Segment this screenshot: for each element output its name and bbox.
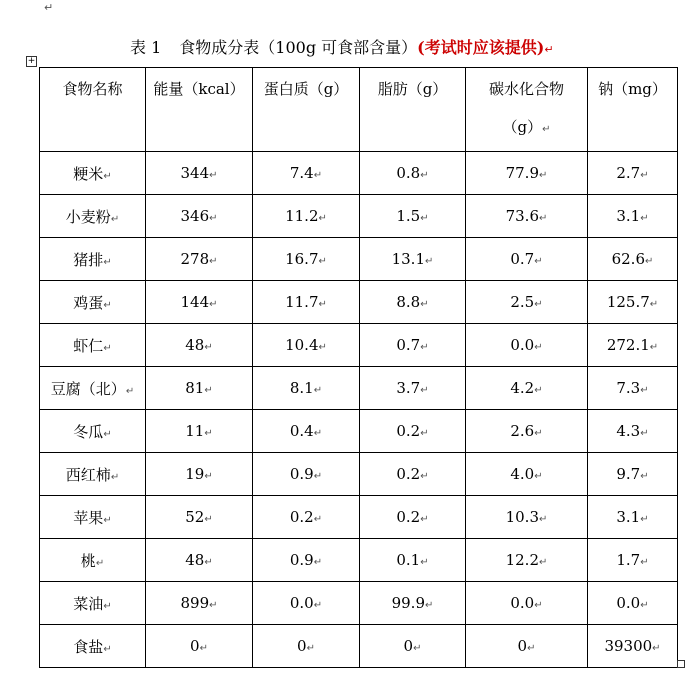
paragraph-mark-icon: ↵ xyxy=(103,514,112,526)
paragraph-mark-icon: ↵ xyxy=(103,299,112,311)
table-row xyxy=(40,539,678,582)
table-cell: 272.1↵ xyxy=(588,324,678,367)
paragraph-mark-icon: ↵ xyxy=(103,256,112,268)
paragraph-mark-icon: ↵ xyxy=(209,299,218,310)
table-cell: 344↵ xyxy=(146,152,253,195)
table-row xyxy=(40,410,678,453)
table-cell: 1.5↵ xyxy=(360,195,466,238)
paragraph-mark-icon: ↵ xyxy=(103,342,112,354)
paragraph-mark-icon: ↵ xyxy=(209,213,218,224)
paragraph-mark-icon: ↵ xyxy=(204,428,213,439)
table-cell: 0.0↵ xyxy=(588,582,678,625)
paragraph-mark-icon: ↵ xyxy=(640,170,649,181)
paragraph-mark-icon: ↵ xyxy=(413,643,422,654)
paragraph-mark-icon: ↵ xyxy=(313,557,323,568)
paragraph-mark-icon: ↵ xyxy=(425,600,434,611)
column-header: 蛋白质（g） xyxy=(253,68,360,152)
table-cell: 2.7↵ xyxy=(588,152,678,195)
table-cell: 144↵ xyxy=(146,281,253,324)
paragraph-mark-icon: ↵ xyxy=(534,600,543,611)
paragraph-mark-icon: ↵ xyxy=(209,256,218,267)
paragraph-mark-icon: ↵ xyxy=(640,471,649,482)
paragraph-mark-icon: ↵ xyxy=(199,643,208,654)
table-cell: 3.1↵ xyxy=(588,195,678,238)
paragraph-mark-icon: ↵ xyxy=(534,342,543,353)
table-cell: 125.7↵ xyxy=(588,281,678,324)
paragraph-mark-icon: ↵ xyxy=(209,170,218,181)
paragraph-mark-icon: ↵ xyxy=(204,471,213,482)
table-cell: 0.1↵ xyxy=(360,539,466,582)
column-header: 碳水化合物 （g）↵ xyxy=(466,68,588,152)
table-cell: 3.7↵ xyxy=(360,367,466,410)
table-row xyxy=(40,195,678,238)
paragraph-mark-icon: ↵ xyxy=(539,213,548,224)
table-cell: 0.0↵ xyxy=(466,324,588,367)
table-caption xyxy=(0,37,697,61)
table-cell: 0.7↵ xyxy=(360,324,466,367)
paragraph-mark-icon: ↵ xyxy=(645,256,654,267)
table-cell: 12.2↵ xyxy=(466,539,588,582)
food-composition-table xyxy=(39,67,678,668)
paragraph-mark-icon: ↵ xyxy=(534,428,543,439)
paragraph-mark-icon: ↵ xyxy=(640,428,649,439)
food-name-cell: 鸡蛋↵ xyxy=(40,281,146,324)
paragraph-mark-icon: ↵ xyxy=(318,299,327,310)
paragraph-mark-icon: ↵ xyxy=(539,170,548,181)
table-cell: 10.4↵ xyxy=(253,324,360,367)
table-cell: 13.1↵ xyxy=(360,238,466,281)
food-name-cell: 食盐↵ xyxy=(40,625,146,668)
paragraph-mark-icon: ↵ xyxy=(125,385,135,397)
paragraph-mark-icon: ↵ xyxy=(652,643,661,654)
paragraph-mark-icon: ↵ xyxy=(542,124,551,135)
table-row xyxy=(40,453,678,496)
table-cell: 2.5↵ xyxy=(466,281,588,324)
food-name-cell: 粳米↵ xyxy=(40,152,146,195)
table-row xyxy=(40,281,678,324)
paragraph-mark-icon: ↵ xyxy=(103,428,112,440)
paragraph-mark-icon: ↵ xyxy=(313,385,323,396)
table-cell: 278↵ xyxy=(146,238,253,281)
table-cell: 0↵ xyxy=(146,625,253,668)
caption-label: 表 1 xyxy=(130,38,162,57)
table-cell: 0.8↵ xyxy=(360,152,466,195)
table-cell: 48↵ xyxy=(146,324,253,367)
paragraph-mark-icon: ↵ xyxy=(420,299,429,310)
paragraph-mark-icon: ↵ xyxy=(44,1,54,14)
table-cell: 0.2↵ xyxy=(360,453,466,496)
table-cell: 4.3↵ xyxy=(588,410,678,453)
paragraph-mark-icon: ↵ xyxy=(539,557,548,568)
caption-note: (考试时应该提供) xyxy=(417,38,545,57)
paragraph-mark-icon: ↵ xyxy=(527,643,536,654)
paragraph-mark-icon: ↵ xyxy=(209,600,218,611)
paragraph-mark-icon: ↵ xyxy=(640,557,649,568)
table-cell: 0.2↵ xyxy=(360,410,466,453)
table-cell: 0↵ xyxy=(253,625,360,668)
paragraph-mark-icon: ↵ xyxy=(103,600,112,612)
table-cell: 52↵ xyxy=(146,496,253,539)
table-cell: 0↵ xyxy=(466,625,588,668)
table-cell: 10.3↵ xyxy=(466,496,588,539)
food-name-cell: 小麦粉↵ xyxy=(40,195,146,238)
table-row xyxy=(40,324,678,367)
food-name-cell: 桃↵ xyxy=(40,539,146,582)
column-header: 脂肪（g） xyxy=(360,68,466,152)
table-row xyxy=(40,152,678,195)
paragraph-mark-icon: ↵ xyxy=(640,600,649,611)
table-cell: 3.1↵ xyxy=(588,496,678,539)
table-cell: 0↵ xyxy=(360,625,466,668)
table-row xyxy=(40,496,678,539)
paragraph-mark-icon: ↵ xyxy=(204,557,213,568)
table-row xyxy=(40,238,678,281)
paragraph-mark-icon: ↵ xyxy=(420,428,429,439)
table-row xyxy=(40,625,678,668)
table-cell: 7.3↵ xyxy=(588,367,678,410)
table-cell: 11.2↵ xyxy=(253,195,360,238)
paragraph-mark-icon: ↵ xyxy=(420,342,429,353)
paragraph-mark-icon: ↵ xyxy=(649,299,659,310)
table-cell: 8.8↵ xyxy=(360,281,466,324)
table-cell: 4.0↵ xyxy=(466,453,588,496)
table-cell: 62.6↵ xyxy=(588,238,678,281)
paragraph-mark-icon: ↵ xyxy=(306,643,315,654)
caption-title: 食物成分表（100g 可食部含量） xyxy=(179,38,418,57)
table-move-handle-icon[interactable]: + xyxy=(27,56,36,66)
paragraph-mark-icon: ↵ xyxy=(534,256,543,267)
table-cell: 0.9↵ xyxy=(253,453,360,496)
table-cell: 39300↵ xyxy=(588,625,678,668)
paragraph-mark-icon: ↵ xyxy=(204,514,213,525)
table-cell: 4.2↵ xyxy=(466,367,588,410)
table-cell: 0.0↵ xyxy=(466,582,588,625)
table-cell: 346↵ xyxy=(146,195,253,238)
table-row xyxy=(40,367,678,410)
table-cell: 1.7↵ xyxy=(588,539,678,582)
paragraph-mark-icon: ↵ xyxy=(420,557,429,568)
table-resize-handle-icon[interactable] xyxy=(677,660,685,668)
column-header: 能量（kcal） xyxy=(146,68,253,152)
table-cell: 0.4↵ xyxy=(253,410,360,453)
table-cell: 8.1↵ xyxy=(253,367,360,410)
food-name-cell: 苹果↵ xyxy=(40,496,146,539)
table-cell: 2.6↵ xyxy=(466,410,588,453)
table-cell: 19↵ xyxy=(146,453,253,496)
table-cell: 0.2↵ xyxy=(360,496,466,539)
paragraph-mark-icon: ↵ xyxy=(313,514,323,525)
table-cell: 0.2↵ xyxy=(253,496,360,539)
paragraph-mark-icon: ↵ xyxy=(420,170,429,181)
table-cell: 73.6↵ xyxy=(466,195,588,238)
column-header: 食物名称 xyxy=(40,68,146,152)
paragraph-mark-icon: ↵ xyxy=(539,514,548,525)
paragraph-mark-icon: ↵ xyxy=(313,600,323,611)
food-name-cell: 豆腐（北）↵ xyxy=(40,367,146,410)
paragraph-mark-icon: ↵ xyxy=(95,557,105,569)
table-header-row xyxy=(40,68,678,152)
paragraph-mark-icon: ↵ xyxy=(640,213,649,224)
paragraph-mark-icon: ↵ xyxy=(204,342,213,353)
table-cell: 9.7↵ xyxy=(588,453,678,496)
table-cell: 0.7↵ xyxy=(466,238,588,281)
table-cell: 11.7↵ xyxy=(253,281,360,324)
table-cell: 0.9↵ xyxy=(253,539,360,582)
food-name-cell: 西红柿↵ xyxy=(40,453,146,496)
table-row xyxy=(40,582,678,625)
paragraph-mark-icon: ↵ xyxy=(318,342,327,353)
table-cell: 99.9↵ xyxy=(360,582,466,625)
paragraph-mark-icon: ↵ xyxy=(420,471,429,482)
paragraph-mark-icon: ↵ xyxy=(534,471,543,482)
paragraph-mark-icon: ↵ xyxy=(318,256,327,267)
paragraph-mark-icon: ↵ xyxy=(425,256,434,267)
paragraph-mark-icon: ↵ xyxy=(420,213,429,224)
column-header: 钠（mg） xyxy=(588,68,678,152)
paragraph-mark-icon: ↵ xyxy=(534,299,543,310)
food-name-cell: 冬瓜↵ xyxy=(40,410,146,453)
paragraph-mark-icon: ↵ xyxy=(103,643,112,655)
paragraph-mark-icon: ↵ xyxy=(640,514,649,525)
paragraph-mark-icon: ↵ xyxy=(318,213,327,224)
paragraph-mark-icon: ↵ xyxy=(313,170,323,181)
paragraph-mark-icon: ↵ xyxy=(420,385,429,396)
table-cell: 16.7↵ xyxy=(253,238,360,281)
paragraph-mark-icon: ↵ xyxy=(313,428,323,439)
food-name-cell: 虾仁↵ xyxy=(40,324,146,367)
paragraph-mark-icon: ↵ xyxy=(204,385,213,396)
paragraph-mark-icon: ↵ xyxy=(544,43,554,56)
table-cell: 0.0↵ xyxy=(253,582,360,625)
table-cell: 11↵ xyxy=(146,410,253,453)
table-cell: 77.9↵ xyxy=(466,152,588,195)
paragraph-mark-icon: ↵ xyxy=(649,342,659,353)
food-name-cell: 菜油↵ xyxy=(40,582,146,625)
table-cell: 81↵ xyxy=(146,367,253,410)
paragraph-mark-icon: ↵ xyxy=(534,385,543,396)
table-cell: 7.4↵ xyxy=(253,152,360,195)
paragraph-mark-icon: ↵ xyxy=(110,471,120,483)
table-cell: 899↵ xyxy=(146,582,253,625)
paragraph-mark-icon: ↵ xyxy=(420,514,429,525)
paragraph-mark-icon: ↵ xyxy=(103,170,112,182)
paragraph-mark-icon: ↵ xyxy=(313,471,323,482)
paragraph-mark-icon: ↵ xyxy=(110,213,120,225)
food-name-cell: 猪排↵ xyxy=(40,238,146,281)
table-cell: 48↵ xyxy=(146,539,253,582)
paragraph-mark-icon: ↵ xyxy=(640,385,649,396)
